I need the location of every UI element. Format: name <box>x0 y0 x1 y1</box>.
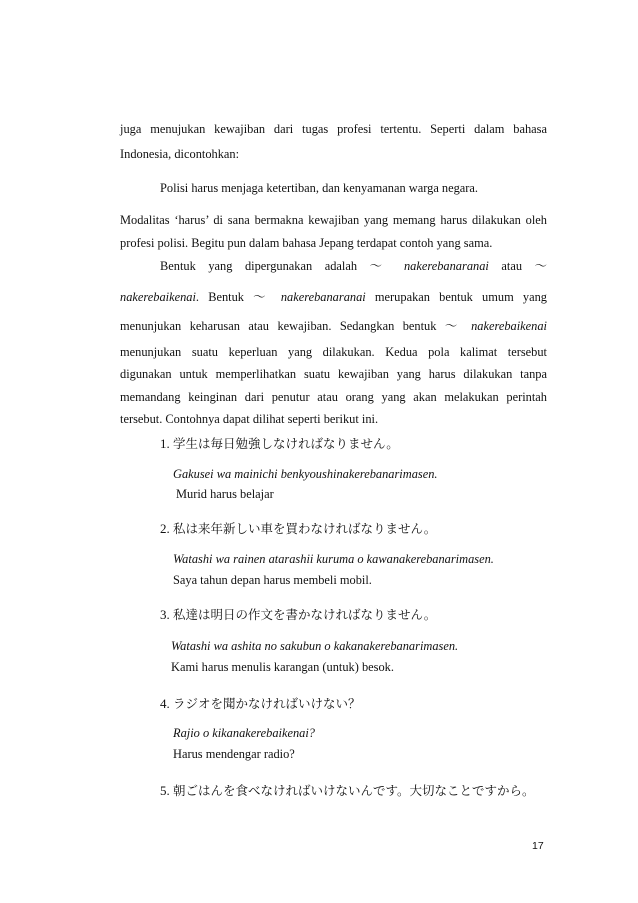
body-text-line: menunjukan suatu keperluan yang dilakukan. Kedua pola kalimat tersebut <box>120 345 547 359</box>
example-number: 4. <box>160 696 170 711</box>
text-run: merupakan bentuk umum yang <box>374 290 547 304</box>
quote-example: Polisi harus menjaga ketertiban, dan kenyamanan warga negara. <box>160 181 479 195</box>
term-italic: nakerebanaranai <box>280 290 366 304</box>
text-run: . Bentuk ～ <box>195 290 272 304</box>
example-romaji: Watashi wa ashita no sakubun o kakanakerebanarimasen. <box>171 639 459 653</box>
body-text-line: profesi polisi. Begitu pun dalam bahasa Jepang terdapat contoh yang sama. <box>120 236 493 250</box>
example-japanese <box>160 607 436 623</box>
text-run: atau ～ <box>501 259 547 273</box>
body-text-line: tersebut. Contohnya dapat dilihat seperti berikut ini. <box>120 412 379 426</box>
japanese-sentence: 朝ごはんを食べなければいけないんです。大切なことですから。 <box>173 783 535 798</box>
term-italic: nakerebaikenai <box>471 319 547 333</box>
example-number: 2. <box>160 521 170 536</box>
example-japanese <box>160 521 436 537</box>
body-text-line <box>120 318 547 334</box>
example-japanese <box>160 783 535 799</box>
body-text-line: digunakan untuk memperlihatkan suatu kewajiban yang harus dilakukan tanpa <box>120 367 547 381</box>
body-text-line <box>120 289 547 305</box>
example-romaji: Watashi wa rainen atarashii kuruma o kawanakerebanarimasen. <box>173 552 494 566</box>
japanese-sentence: 私は来年新しい車を買わなければなりません。 <box>173 521 437 536</box>
text-run <box>120 290 272 304</box>
example-number: 3. <box>160 607 170 622</box>
example-japanese <box>160 696 361 712</box>
example-translation: Saya tahun depan harus membeli mobil. <box>173 573 372 587</box>
example-romaji: Gakusei wa mainichi benkyoushinakerebanarimasen. <box>173 467 438 481</box>
text-run: menunjukan keharusan atau kewajiban. Sedangkan bentuk ～ <box>120 319 463 333</box>
example-number: 1. <box>160 436 170 451</box>
japanese-sentence: 学生は毎日勉強しなければなりません。 <box>173 436 399 451</box>
japanese-sentence: ラジオを聞かなければいけない？ <box>173 696 361 711</box>
body-text-line <box>160 258 547 274</box>
body-text-line: Indonesia, dicontohkan: <box>120 147 240 161</box>
example-japanese <box>160 436 399 452</box>
page-number: 17 <box>532 840 544 852</box>
japanese-sentence: 私達は明日の作文を書かなければなりません。 <box>173 607 437 622</box>
example-number: 5. <box>160 783 170 798</box>
body-text-line: Modalitas ‘harus’ di sana bermakna kewajiban yang memang harus dilakukan oleh <box>120 213 547 227</box>
text-run: Bentuk yang dipergunakan adalah ～ <box>160 259 392 273</box>
term-italic: nakerebanaranai <box>403 259 489 273</box>
example-translation: Kami harus menulis karangan (untuk) besok. <box>171 660 394 674</box>
body-text-line: juga menujukan kewajiban dari tugas profesi tertentu. Seperti dalam bahasa <box>120 122 547 136</box>
example-romaji: Rajio o kikanakerebaikenai? <box>173 726 315 740</box>
example-translation: Harus mendengar radio? <box>173 747 295 761</box>
example-translation: Murid harus belajar <box>176 487 274 501</box>
body-text-line: memandang keinginan dari penutur atau orang yang akan melakukan perintah <box>120 390 547 404</box>
term-italic: nakerebaikenai <box>120 290 196 304</box>
